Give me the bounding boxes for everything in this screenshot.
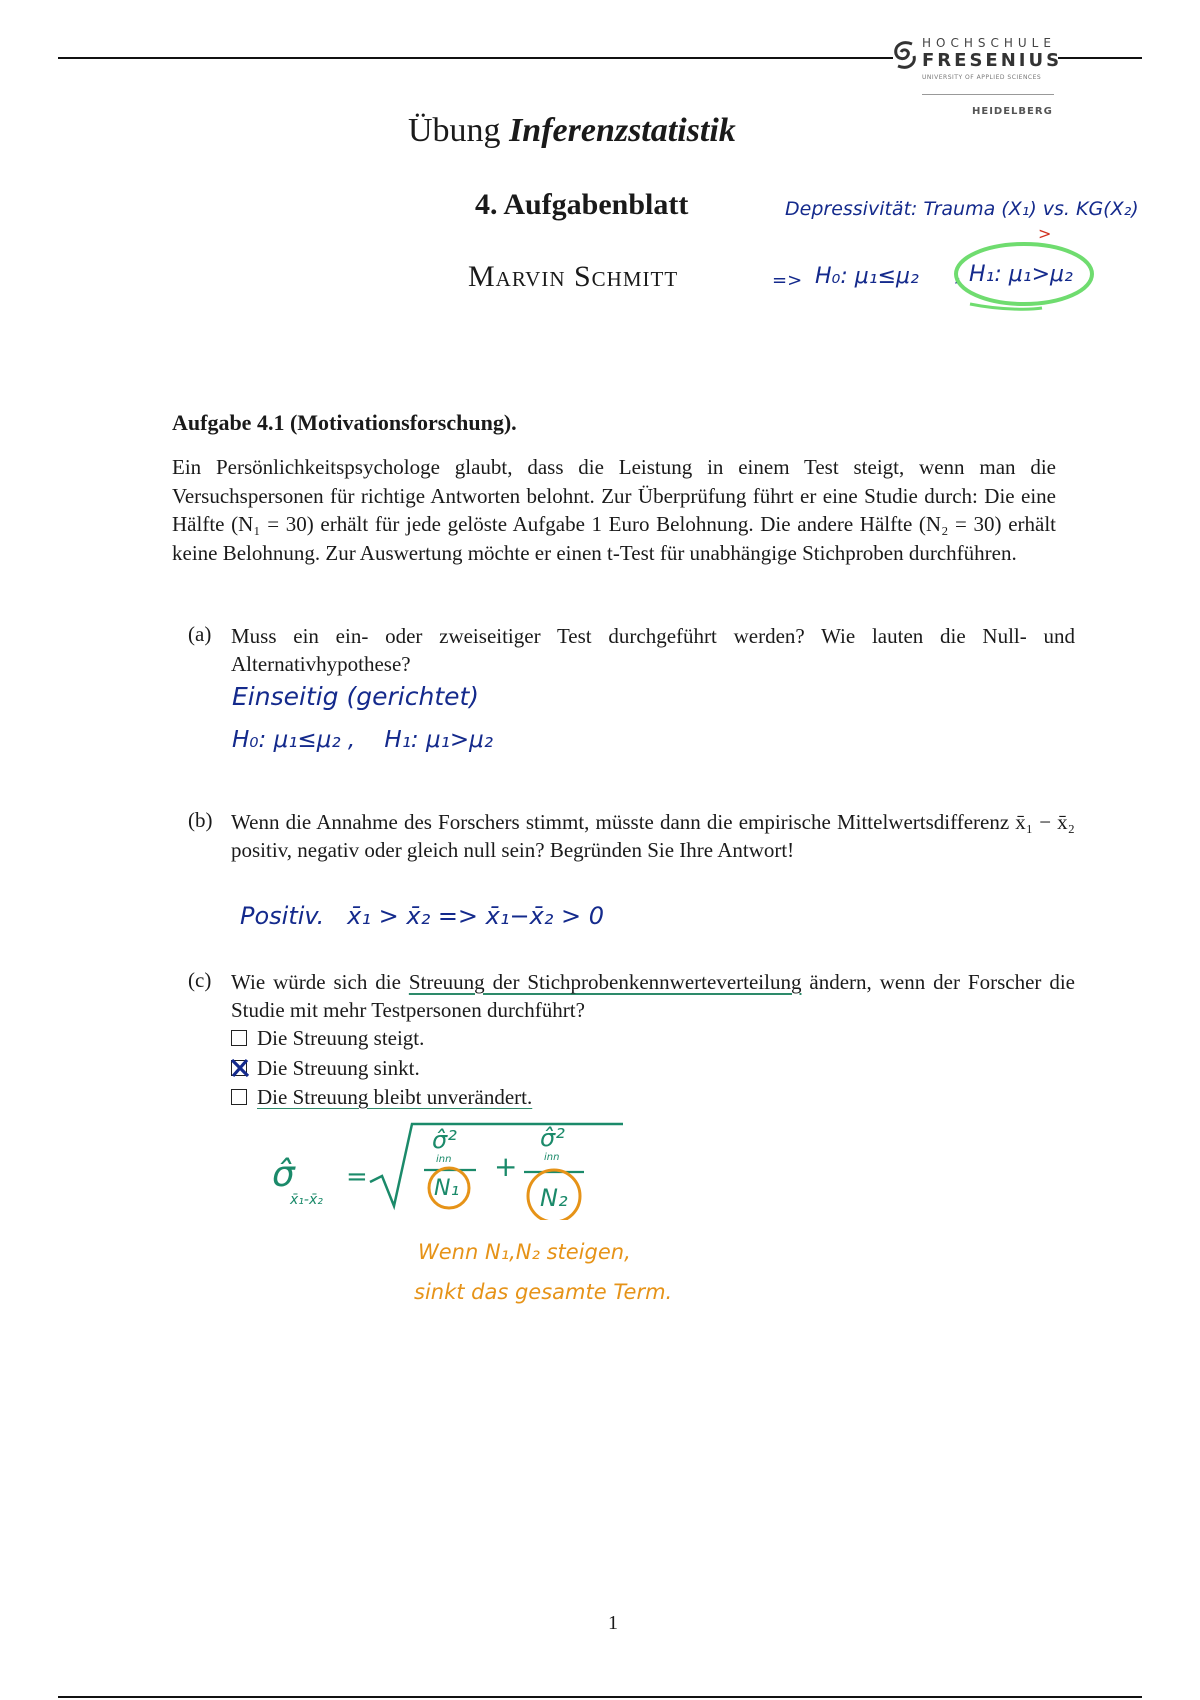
formula-num1: σ̂² [432,1126,457,1154]
bottom-rule [58,1696,1142,1698]
formula-num1-sub: inn [436,1154,452,1165]
title-emphasis: Inferenzstatistik [509,112,736,149]
checkmark-x-icon [229,1057,251,1079]
option-label: Die Streuung steigt. [257,1025,425,1050]
option-streuung-sinkt[interactable] [231,1054,420,1082]
sheet-title: 4. Aufgabenblatt [475,188,689,221]
annotation-study: Depressivität: Trauma (X₁) vs. KG(X₂) [785,198,1139,220]
option-label: Die Streuung bleibt unverändert. [257,1084,533,1109]
option-streuung-steigt[interactable] [231,1024,424,1052]
logo-line3: UNIVERSITY OF APPLIED SCIENCES [922,74,1042,81]
item-a-answer-line1: Einseitig (gerichtet) [232,682,480,711]
task-paragraph: Ein Persönlichkeitspsychologe glaubt, dass die Leistung in einem Test steigt, wenn man die Versuchspersonen für richtige Antworten belohnt. Zur Überprüfung führt er eine Studie durch: Die eine Hälfte (N₁ = 30) erhält für jede gelöste Aufgabe 1 Euro Belohnung. Die andere Hälfte (N₂ = 30) erhält keine Belohnung. Zur Auswertung möchte er einen t-Test für unabhängige Stichproben durchführen. [172,455,1056,565]
item-a-text: Muss ein ein- oder zweiseitiger Test durchgeführt werden? Wie lauten die Null- und Alternativhypothese? [231,624,1075,676]
item-c-text-underlined: Streuung der Stichprobenkennwerteverteilung [408,970,802,994]
author-name: Marvin Schmitt [468,260,679,293]
formula-plus: + [494,1150,518,1183]
handwritten-formula [268,1120,628,1230]
item-c-text [231,968,1075,1024]
formula-equals: = [346,1162,368,1192]
page-number: 1 [608,1612,618,1634]
formula-den1: N₁ [434,1176,460,1201]
logo-divider [922,94,1054,95]
formula-num2-sub: inn [544,1152,560,1163]
checkbox-empty[interactable] [231,1089,247,1105]
university-logo [890,36,1063,126]
item-c-text-after: ändern, wenn der Forscher die Studie mit mehr Testpersonen durchführt? [231,970,1075,1022]
item-b-label: (b) [188,808,213,832]
annotation-highlight-circle [950,238,1102,318]
annotation-gt-mark: > [1038,224,1052,243]
title-prefix: Übung [408,112,501,149]
document-title [408,112,736,150]
item-a-label: (a) [188,622,212,646]
top-rule-left [58,57,893,59]
logo-swirl-icon [890,38,920,72]
note-line2: sinkt das gesamte Term. [414,1280,673,1304]
top-rule-right [1058,57,1142,59]
logo-city: HEIDELBERG [972,106,1053,117]
item-c-text-before: Wie würde sich die [231,970,409,994]
checkbox-empty[interactable] [231,1030,247,1046]
formula-lhs-sub: x̄₁-x̄₂ [290,1192,323,1208]
annotation-arrow: => [772,270,803,291]
task-heading: Aufgabe 4.1 (Motivationsforschung). [172,410,517,435]
logo-line2: FRESENIUS [922,50,1063,71]
formula-lhs: σ̂ [272,1154,295,1195]
formula-num2: σ̂² [540,1124,565,1152]
annotation-h1: , H₁: μ₁>μ₂ [955,262,1073,287]
logo-line1: HOCHSCHULE [922,36,1056,50]
option-label: Die Streuung sinkt. [257,1055,420,1080]
item-a-answer-line2: H₀: μ₁≤μ₂ , H₁: μ₁>μ₂ [232,727,493,753]
formula-den2: N₂ [540,1184,568,1212]
item-c-label: (c) [188,968,212,992]
annotation-h0: H₀: μ₁≤μ₂ [815,264,919,289]
note-line1: Wenn N₁,N₂ steigen, [418,1240,631,1264]
checkbox-checked[interactable] [231,1060,247,1076]
item-b-answer: Positiv. x̄₁ > x̄₂ => x̄₁−x̄₂ > 0 [240,902,605,930]
item-b-text: Wenn die Annahme des Forschers stimmt, müsste dann die empirische Mittelwertsdifferenz x̄₁ − x̄₂ positiv, negativ oder gleich null sein? Begründen Sie Ihre Antwort! [231,810,1075,862]
option-streuung-bleibt[interactable] [231,1083,532,1111]
